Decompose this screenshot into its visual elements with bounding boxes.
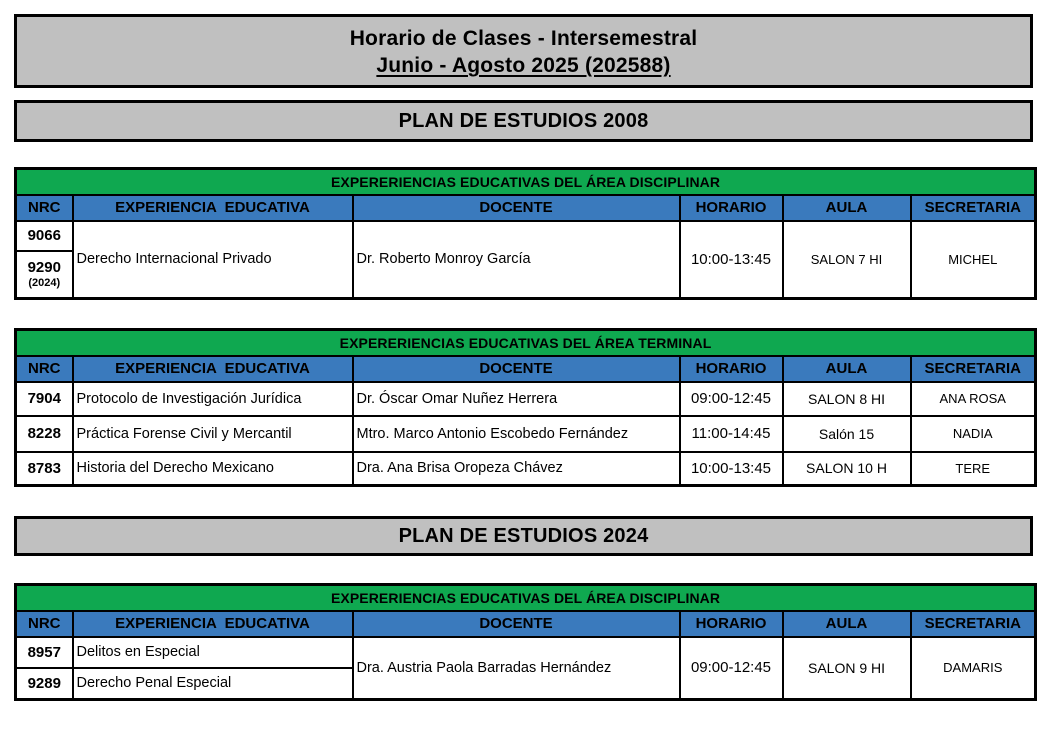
cell-nrc: 9289 (16, 668, 73, 700)
document-title-line-2: Junio - Agosto 2025 (202588) (376, 54, 671, 77)
col-header-secretaria: SECRETARIA (911, 195, 1036, 221)
cell-docente: Dr. Roberto Monroy García (353, 221, 680, 299)
nrc-plan-note: (2024) (28, 277, 61, 290)
cell-experiencia: Delitos en Especial (73, 637, 353, 668)
table-row (16, 382, 1036, 416)
cell-horario: 09:00-12:45 (680, 382, 783, 416)
col-header-aula: AULA (783, 611, 911, 637)
col-header-secretaria: SECRETARIA (911, 611, 1036, 637)
col-header-nrc: NRC (16, 195, 73, 221)
schedule-document (0, 14, 1046, 736)
table-row (16, 416, 1036, 452)
table-row (16, 452, 1036, 486)
cell-nrc: 8957 (16, 637, 73, 668)
col-header-experiencia: EXPERIENCIA EDUCATIVA (73, 356, 353, 382)
cell-horario: 10:00-13:45 (680, 452, 783, 486)
document-title-band (14, 14, 1033, 88)
table-title-row (16, 585, 1036, 611)
table-title-row (16, 169, 1036, 195)
cell-secretaria: MICHEL (911, 221, 1036, 299)
plan-2024-heading: PLAN DE ESTUDIOS 2024 (14, 516, 1033, 556)
table-row (16, 637, 1036, 668)
column-header-row (16, 195, 1036, 221)
cell-docente: Dr. Óscar Omar Nuñez Herrera (353, 382, 680, 416)
cell-nrc: 8783 (16, 452, 73, 486)
col-header-horario: HORARIO (680, 611, 783, 637)
cell-horario: 10:00-13:45 (680, 221, 783, 299)
document-title-line-1: Horario de Clases - Intersemestral (349, 27, 698, 50)
cell-experiencia: Derecho Internacional Privado (73, 221, 353, 299)
cell-nrc: 7904 (16, 382, 73, 416)
cell-experiencia: Protocolo de Investigación Jurídica (73, 382, 353, 416)
cell-horario: 11:00-14:45 (680, 416, 783, 452)
cell-secretaria: ANA ROSA (911, 382, 1036, 416)
col-header-nrc: NRC (16, 611, 73, 637)
cell-aula: SALON 10 H (783, 452, 911, 486)
col-header-experiencia: EXPERIENCIA EDUCATIVA (73, 611, 353, 637)
cell-nrc-9290 (16, 251, 73, 299)
cell-horario: 09:00-12:45 (680, 637, 783, 700)
table-title-row (16, 330, 1036, 356)
col-header-experiencia: EXPERIENCIA EDUCATIVA (73, 195, 353, 221)
cell-nrc: 8228 (16, 416, 73, 452)
col-header-horario: HORARIO (680, 356, 783, 382)
cell-aula: Salón 15 (783, 416, 911, 452)
cell-secretaria: NADIA (911, 416, 1036, 452)
cell-docente: Mtro. Marco Antonio Escobedo Fernández (353, 416, 680, 452)
cell-nrc-9066: 9066 (16, 221, 73, 251)
col-header-horario: HORARIO (680, 195, 783, 221)
table-row (16, 221, 1036, 251)
table-title: EXPERERIENCIAS EDUCATIVAS DEL ÁREA DISCIPLINAR (16, 585, 1036, 611)
column-header-row (16, 611, 1036, 637)
table-title: EXPERERIENCIAS EDUCATIVAS DEL ÁREA TERMINAL (16, 330, 1036, 356)
col-header-docente: DOCENTE (353, 611, 680, 637)
cell-docente: Dra. Austria Paola Barradas Hernández (353, 637, 680, 700)
col-header-aula: AULA (783, 356, 911, 382)
table-terminal-2008 (14, 328, 1037, 487)
nrc-number: 9290 (27, 259, 61, 277)
cell-aula: SALON 8 HI (783, 382, 911, 416)
table-disciplinar-2024 (14, 583, 1037, 701)
col-header-nrc: NRC (16, 356, 73, 382)
cell-docente: Dra. Ana Brisa Oropeza Chávez (353, 452, 680, 486)
cell-aula: SALON 7 HI (783, 221, 911, 299)
col-header-docente: DOCENTE (353, 195, 680, 221)
table-disciplinar-2008 (14, 167, 1037, 300)
cell-experiencia: Derecho Penal Especial (73, 668, 353, 700)
plan-2008-heading: PLAN DE ESTUDIOS 2008 (14, 100, 1033, 142)
table-title: EXPERERIENCIAS EDUCATIVAS DEL ÁREA DISCIPLINAR (16, 169, 1036, 195)
cell-experiencia: Historia del Derecho Mexicano (73, 452, 353, 486)
column-header-row (16, 356, 1036, 382)
cell-aula: SALON 9 HI (783, 637, 911, 700)
cell-secretaria: DAMARIS (911, 637, 1036, 700)
cell-experiencia: Práctica Forense Civil y Mercantil (73, 416, 353, 452)
col-header-aula: AULA (783, 195, 911, 221)
cell-secretaria: TERE (911, 452, 1036, 486)
col-header-docente: DOCENTE (353, 356, 680, 382)
col-header-secretaria: SECRETARIA (911, 356, 1036, 382)
